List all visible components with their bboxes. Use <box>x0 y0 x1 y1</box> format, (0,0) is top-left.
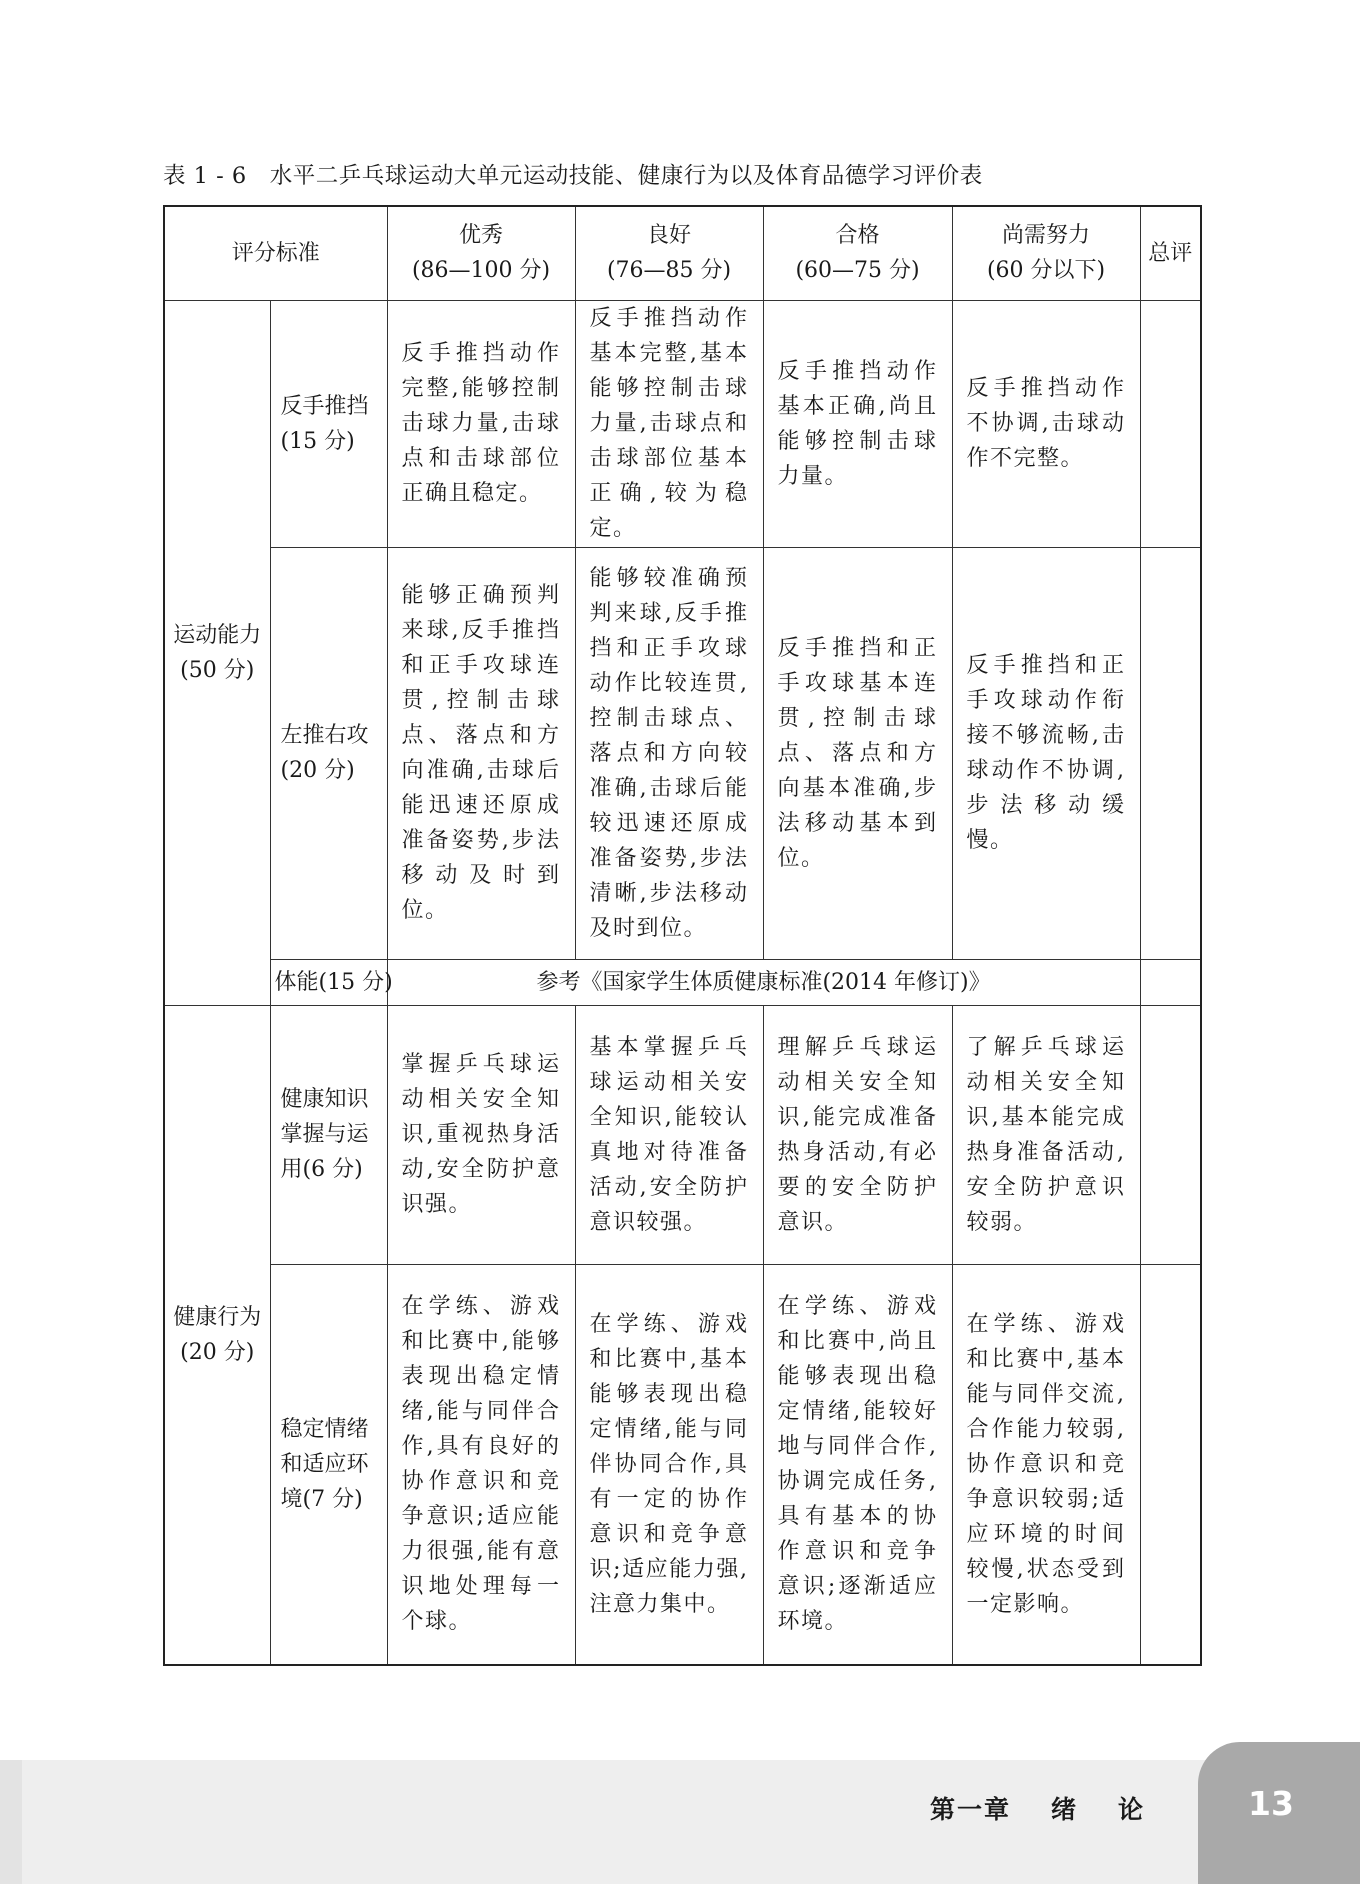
cell-good: 反手推挡动作基本完整,基本能够控制击球力量,击球点和击球部位基本正确,较为稳定。 <box>575 300 763 547</box>
subitem-name: 左推右攻 <box>280 723 369 748</box>
table-row <box>164 547 1201 959</box>
cell-overall <box>1140 1005 1201 1264</box>
cell-needs: 反手推挡动作不协调,击球动作不完整。 <box>952 300 1140 547</box>
category-score: (20 分) <box>180 1339 255 1365</box>
category-name: 健康行为 <box>173 1304 262 1330</box>
cell-pass: 反手推挡和正手攻球基本连贯,控制击球点、落点和方向基本准确,步法移动基本到位。 <box>763 547 952 959</box>
level-name: 良好 <box>647 223 692 249</box>
cell-overall <box>1140 959 1201 1005</box>
subitem-fitness: 体能(15 分) <box>270 959 387 1005</box>
category-health-behavior <box>164 1005 270 1665</box>
header-criteria: 评分标准 <box>164 206 387 300</box>
subitem-backhand <box>270 300 387 547</box>
cell-excellent: 掌握乒乓球运动相关安全知识,重视热身活动,安全防护意识强。 <box>387 1005 575 1264</box>
cell-needs: 反手推挡和正手攻球动作衔接不够流畅,击球动作不协调,步法移动缓慢。 <box>952 547 1140 959</box>
table-caption: 表 1 - 6 水平二乒乓球运动大单元运动技能、健康行为以及体育品德学习评价表 <box>163 163 983 189</box>
cell-pass: 理解乒乓球运动相关安全知识,能完成准备热身活动,有必要的安全防护意识。 <box>763 1005 952 1264</box>
cell-pass: 在学练、游戏和比赛中,尚且能够表现出稳定情绪,能较好地与同伴合作,协调完成任务,具有基本的协作意识和竞争意识;逐渐适应环境。 <box>763 1264 952 1665</box>
cell-needs: 了解乒乓球运动相关安全知识,基本能完成热身准备活动,安全防护意识较弱。 <box>952 1005 1140 1264</box>
table-row <box>164 1005 1201 1264</box>
chapter-number: 第一章 <box>930 1795 1012 1824</box>
level-name: 优秀 <box>459 223 504 249</box>
level-name: 合格 <box>835 223 880 249</box>
subitem-score: (15 分) <box>280 428 355 454</box>
cell-good: 基本掌握乒乓球运动相关安全知识,能较认真地对待准备活动,安全防护意识较强。 <box>575 1005 763 1264</box>
header-level-good <box>575 206 763 300</box>
header-overall: 总评 <box>1140 206 1201 300</box>
header-level-pass <box>763 206 952 300</box>
table-row <box>164 300 1201 547</box>
evaluation-table <box>163 205 1202 1666</box>
subitem-health-knowledge: 健康知识掌握与运用(6 分) <box>270 1005 387 1264</box>
subitem-score: (20 分) <box>280 758 355 783</box>
footer-left-strip <box>0 1760 22 1884</box>
footer-bar <box>0 1760 1360 1884</box>
level-range: (60—75 分) <box>795 258 920 284</box>
cell-excellent: 在学练、游戏和比赛中,能够表现出稳定情绪,能与同伴合作,具有良好的协作意识和竞争意识;适应能力很强,能有意识地处理每一个球。 <box>387 1264 575 1665</box>
cell-excellent: 反手推挡动作完整,能够控制击球力量,击球点和击球部位正确且稳定。 <box>387 300 575 547</box>
header-level-needs-improvement <box>952 206 1140 300</box>
level-name: 尚需努力 <box>1002 223 1091 249</box>
cell-needs: 在学练、游戏和比赛中,基本能与同伴交流,合作能力较弱,协作意识和竞争意识较弱;适应环境的时间较慢,状态受到一定影响。 <box>952 1264 1140 1665</box>
level-range: (76—85 分) <box>606 258 732 284</box>
cell-overall <box>1140 547 1201 959</box>
header-level-excellent <box>387 206 575 300</box>
cell-overall <box>1140 1264 1201 1665</box>
level-range: (60 分以下) <box>986 258 1106 284</box>
header-row <box>164 206 1201 300</box>
chapter-title-char: 绪 <box>1051 1795 1079 1824</box>
cell-overall <box>1140 300 1201 547</box>
table-row <box>164 959 1201 1005</box>
subitem-push-attack <box>270 547 387 959</box>
cell-good: 在学练、游戏和比赛中,基本能够表现出稳定情绪,能与同伴协同合作,具有一定的协作意识和竞争意识;适应能力强,注意力集中。 <box>575 1264 763 1665</box>
level-range: (86—100 分) <box>411 258 551 284</box>
category-name: 运动能力 <box>173 622 262 648</box>
table-row <box>164 1264 1201 1665</box>
category-score: (50 分) <box>180 657 255 683</box>
chapter-title <box>930 1790 1145 1826</box>
cell-pass: 反手推挡动作基本正确,尚且能够控制击球力量。 <box>763 300 952 547</box>
category-motor-ability <box>164 300 270 1005</box>
page-number: 13 <box>1248 1784 1294 1823</box>
chapter-title-char: 论 <box>1118 1795 1146 1824</box>
subitem-name: 反手推挡 <box>280 393 369 419</box>
cell-excellent: 能够正确预判来球,反手推挡和正手攻球连贯,控制击球点、落点和方向准确,击球后能迅速还原成准备姿势,步法移动及时到位。 <box>387 547 575 959</box>
cell-good: 能够较准确预判来球,反手推挡和正手攻球动作比较连贯,控制击球点、落点和方向较准确,击球后能较迅速还原成准备姿势,步法清晰,步法移动及时到位。 <box>575 547 763 959</box>
subitem-emotion-adaptation: 稳定情绪和适应环境(7 分) <box>270 1264 387 1665</box>
fitness-reference: 参考《国家学生体质健康标准(2014 年修订)》 <box>387 959 1140 1005</box>
